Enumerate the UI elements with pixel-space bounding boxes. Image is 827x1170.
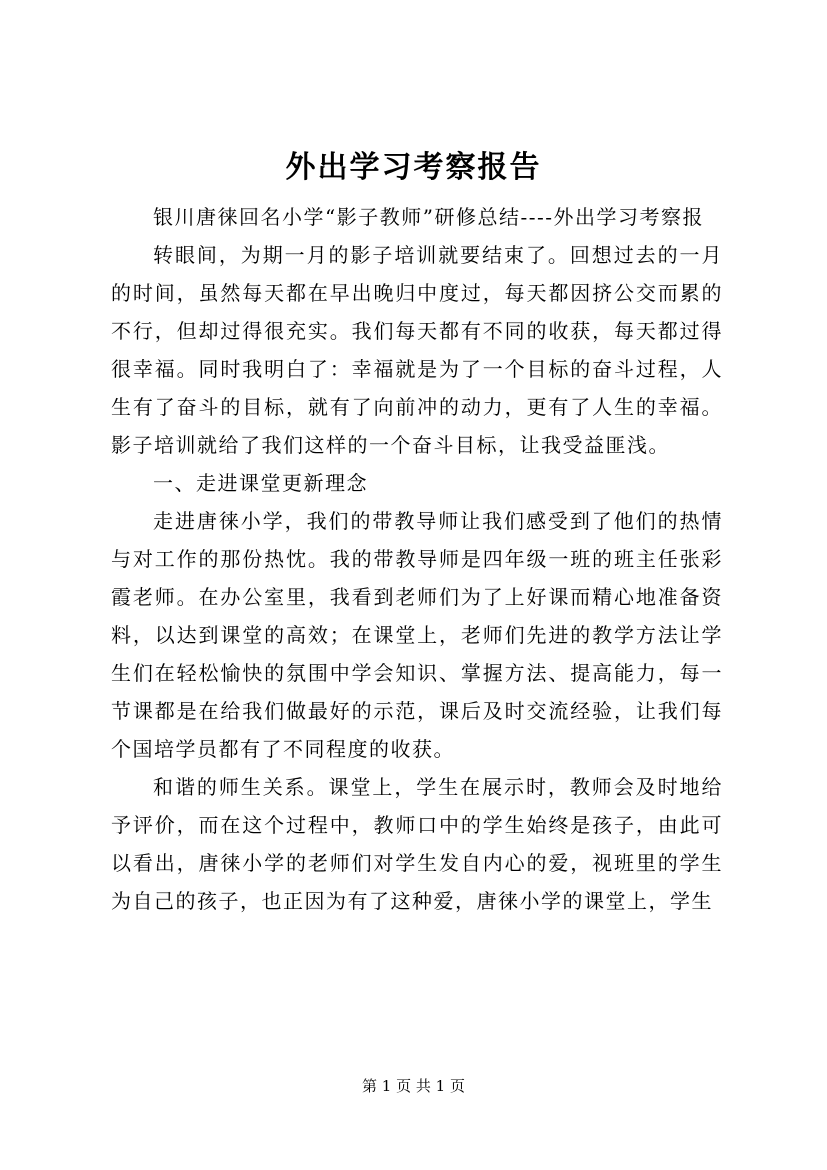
body-paragraph: 走进唐徕小学，我们的带教导师让我们感受到了他们的热情与对工作的那份热忱。我的带教导师是四年级一班的班主任张彩霞老师。在办公室里，我看到老师们为了上好课而精心地准备资料，以达到课堂的高效；在课堂上，老师们先进的教学方法让学生们在轻松愉快的氛围中学会知识、掌握方法、提高能力，每一节课都是在给我们做最好的示范，课后及时交流经验，让我们每个国培学员都有了不同程度的收获。 [111, 509, 723, 761]
document-title: 外出学习考察报告 [285, 150, 542, 185]
section-heading: 一、走进课堂更新理念 [153, 471, 368, 495]
intro-paragraph: 转眼间，为期一月的影子培训就要结束了。回想过去的一月的时间，虽然每天都在早出晚归中度过，每天都因挤公交而累的不行，但却过得很充实。我们每天都有不同的收获，每天都过得很幸福。同时我明白了：幸福就是为了一个目标的奋斗过程，人生有了奋斗的目标，就有了向前冲的动力，更有了人生的幸福。影子培训就给了我们这样的一个奋斗目标，让我受益匪浅。 [111, 243, 723, 457]
subtitle-paragraph: 银川唐徕回名小学“影子教师”研修总结----外出学习考察报 [153, 205, 704, 229]
body-paragraph: 和谐的师生关系。课堂上，学生在展示时，教师会及时地给予评价，而在这个过程中，教师口中的学生始终是孩子，由此可以看出，唐徕小学的老师们对学生发自内心的爱，视班里的学生为自己的孩子，也正因为有了这种爱，唐徕小学的课堂上，学生 [111, 775, 723, 913]
page-footer: 第 1 页 共 1 页 [362, 1077, 465, 1095]
document-body [111, 198, 723, 920]
